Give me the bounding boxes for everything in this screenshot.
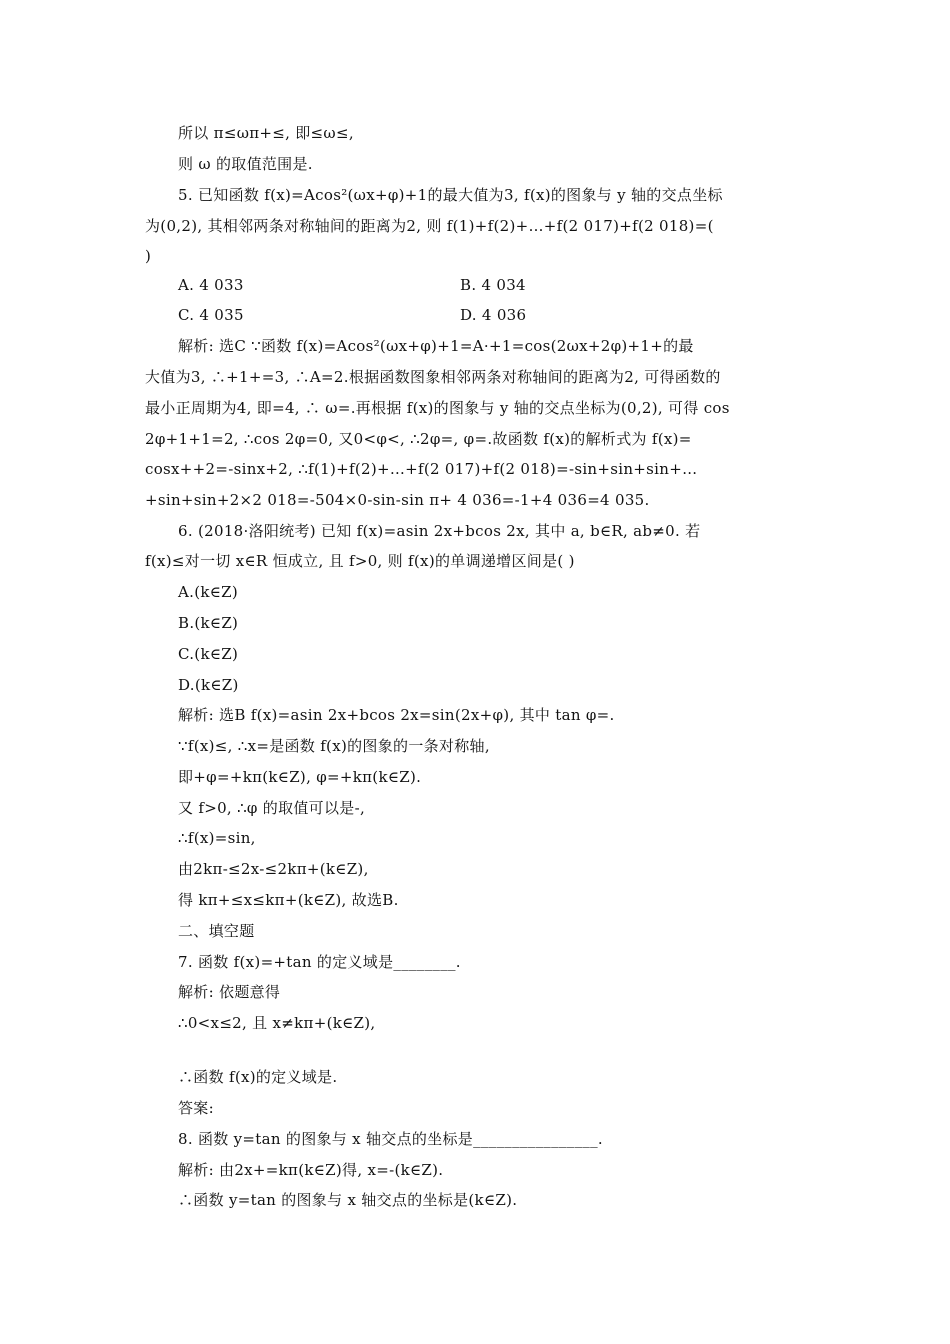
text-line: 则 ω 的取值范围是. <box>178 155 313 173</box>
option-a: A.(k∈Z) <box>178 583 239 601</box>
text-line: ∴函数 f(x)的定义域是. <box>178 1068 338 1086</box>
problem-8-line: 8. 函数 y=tan 的图象与 x 轴交点的坐标是________________. <box>178 1130 603 1148</box>
text-line: ∵f(x)≤, ∴x=是函数 f(x)的图象的一条对称轴, <box>178 737 490 755</box>
text-line: ) <box>145 247 152 265</box>
option-d: D.(k∈Z) <box>178 676 239 694</box>
problem-5-line: 5. 已知函数 f(x)=Acos²(ωx+φ)+1的最大值为3, f(x)的图象与 y 轴的交点坐标 <box>178 186 723 204</box>
text-line: 又 f>0, ∴φ 的取值可以是-, <box>178 799 366 817</box>
text-line: cosx++2=-sinx+2, ∴f(1)+f(2)+…+f(2 017)+f(2 018)=-sin+sin+sin+… <box>145 460 698 478</box>
text-line: 大值为3, ∴+1+=3, ∴A=2.根据函数图象相邻两条对称轴间的距离为2, 可得函数的 <box>145 368 721 386</box>
text-line: 所以 π≤ωπ+≤, 即≤ω≤, <box>178 124 354 142</box>
solution-line: 解析: 选C ∵函数 f(x)=Acos²(ωx+φ)+1=A·+1=cos(2ωx+2φ)+1+的最 <box>178 337 694 355</box>
solution-line: 解析: 依题意得 <box>178 983 281 1001</box>
text-line: +sin+sin+2×2 018=-504×0-sin-sin π+ 4 036=-1+4 036=4 035. <box>145 491 650 509</box>
text-line: 最小正周期为4, 即=4, ∴ ω=.再根据 f(x)的图象与 y 轴的交点坐标为(0,2), 可得 cos <box>145 399 730 417</box>
text-line: ∴f(x)=sin, <box>178 829 256 847</box>
option-c: C. 4 035 <box>178 306 244 324</box>
solution-line: 解析: 由2x+=kπ(k∈Z)得, x=-(k∈Z). <box>178 1161 444 1179</box>
problem-6-line: 6. (2018·洛阳统考) 已知 f(x)=asin 2x+bcos 2x, 其中 a, b∈R, ab≠0. 若 <box>178 522 701 540</box>
option-a: A. 4 033 <box>178 276 244 294</box>
option-b: B. 4 034 <box>460 276 526 294</box>
text-line: ∴函数 y=tan 的图象与 x 轴交点的坐标是(k∈Z). <box>178 1191 518 1209</box>
section-heading: 二、填空题 <box>178 922 255 940</box>
text-line: 为(0,2), 其相邻两条对称轴间的距离为2, 则 f(1)+f(2)+…+f(2 017)+f(2 018)=( <box>145 217 714 235</box>
option-d: D. 4 036 <box>460 306 527 324</box>
answer-label: 答案: <box>178 1099 214 1117</box>
text-line: f(x)≤对一切 x∈R 恒成立, 且 f>0, 则 f(x)的单调递增区间是( ) <box>145 552 575 570</box>
text-line: 由2kπ-≤2x-≤2kπ+(k∈Z), <box>178 860 369 878</box>
option-b: B.(k∈Z) <box>178 614 239 632</box>
text-line: 得 kπ+≤x≤kπ+(k∈Z), 故选B. <box>178 891 399 909</box>
problem-7-line: 7. 函数 f(x)=+tan 的定义域是________. <box>178 953 461 971</box>
option-c: C.(k∈Z) <box>178 645 239 663</box>
text-line: 2φ+1+1=2, ∴cos 2φ=0, 又0<φ<, ∴2φ=, φ=.故函数 f(x)的解析式为 f(x)= <box>145 430 692 448</box>
solution-line: 解析: 选B f(x)=asin 2x+bcos 2x=sin(2x+φ), 其中 tan φ=. <box>178 706 615 724</box>
text-line: ∴0<x≤2, 且 x≠kπ+(k∈Z), <box>178 1014 376 1032</box>
text-line: 即+φ=+kπ(k∈Z), φ=+kπ(k∈Z). <box>178 768 422 786</box>
